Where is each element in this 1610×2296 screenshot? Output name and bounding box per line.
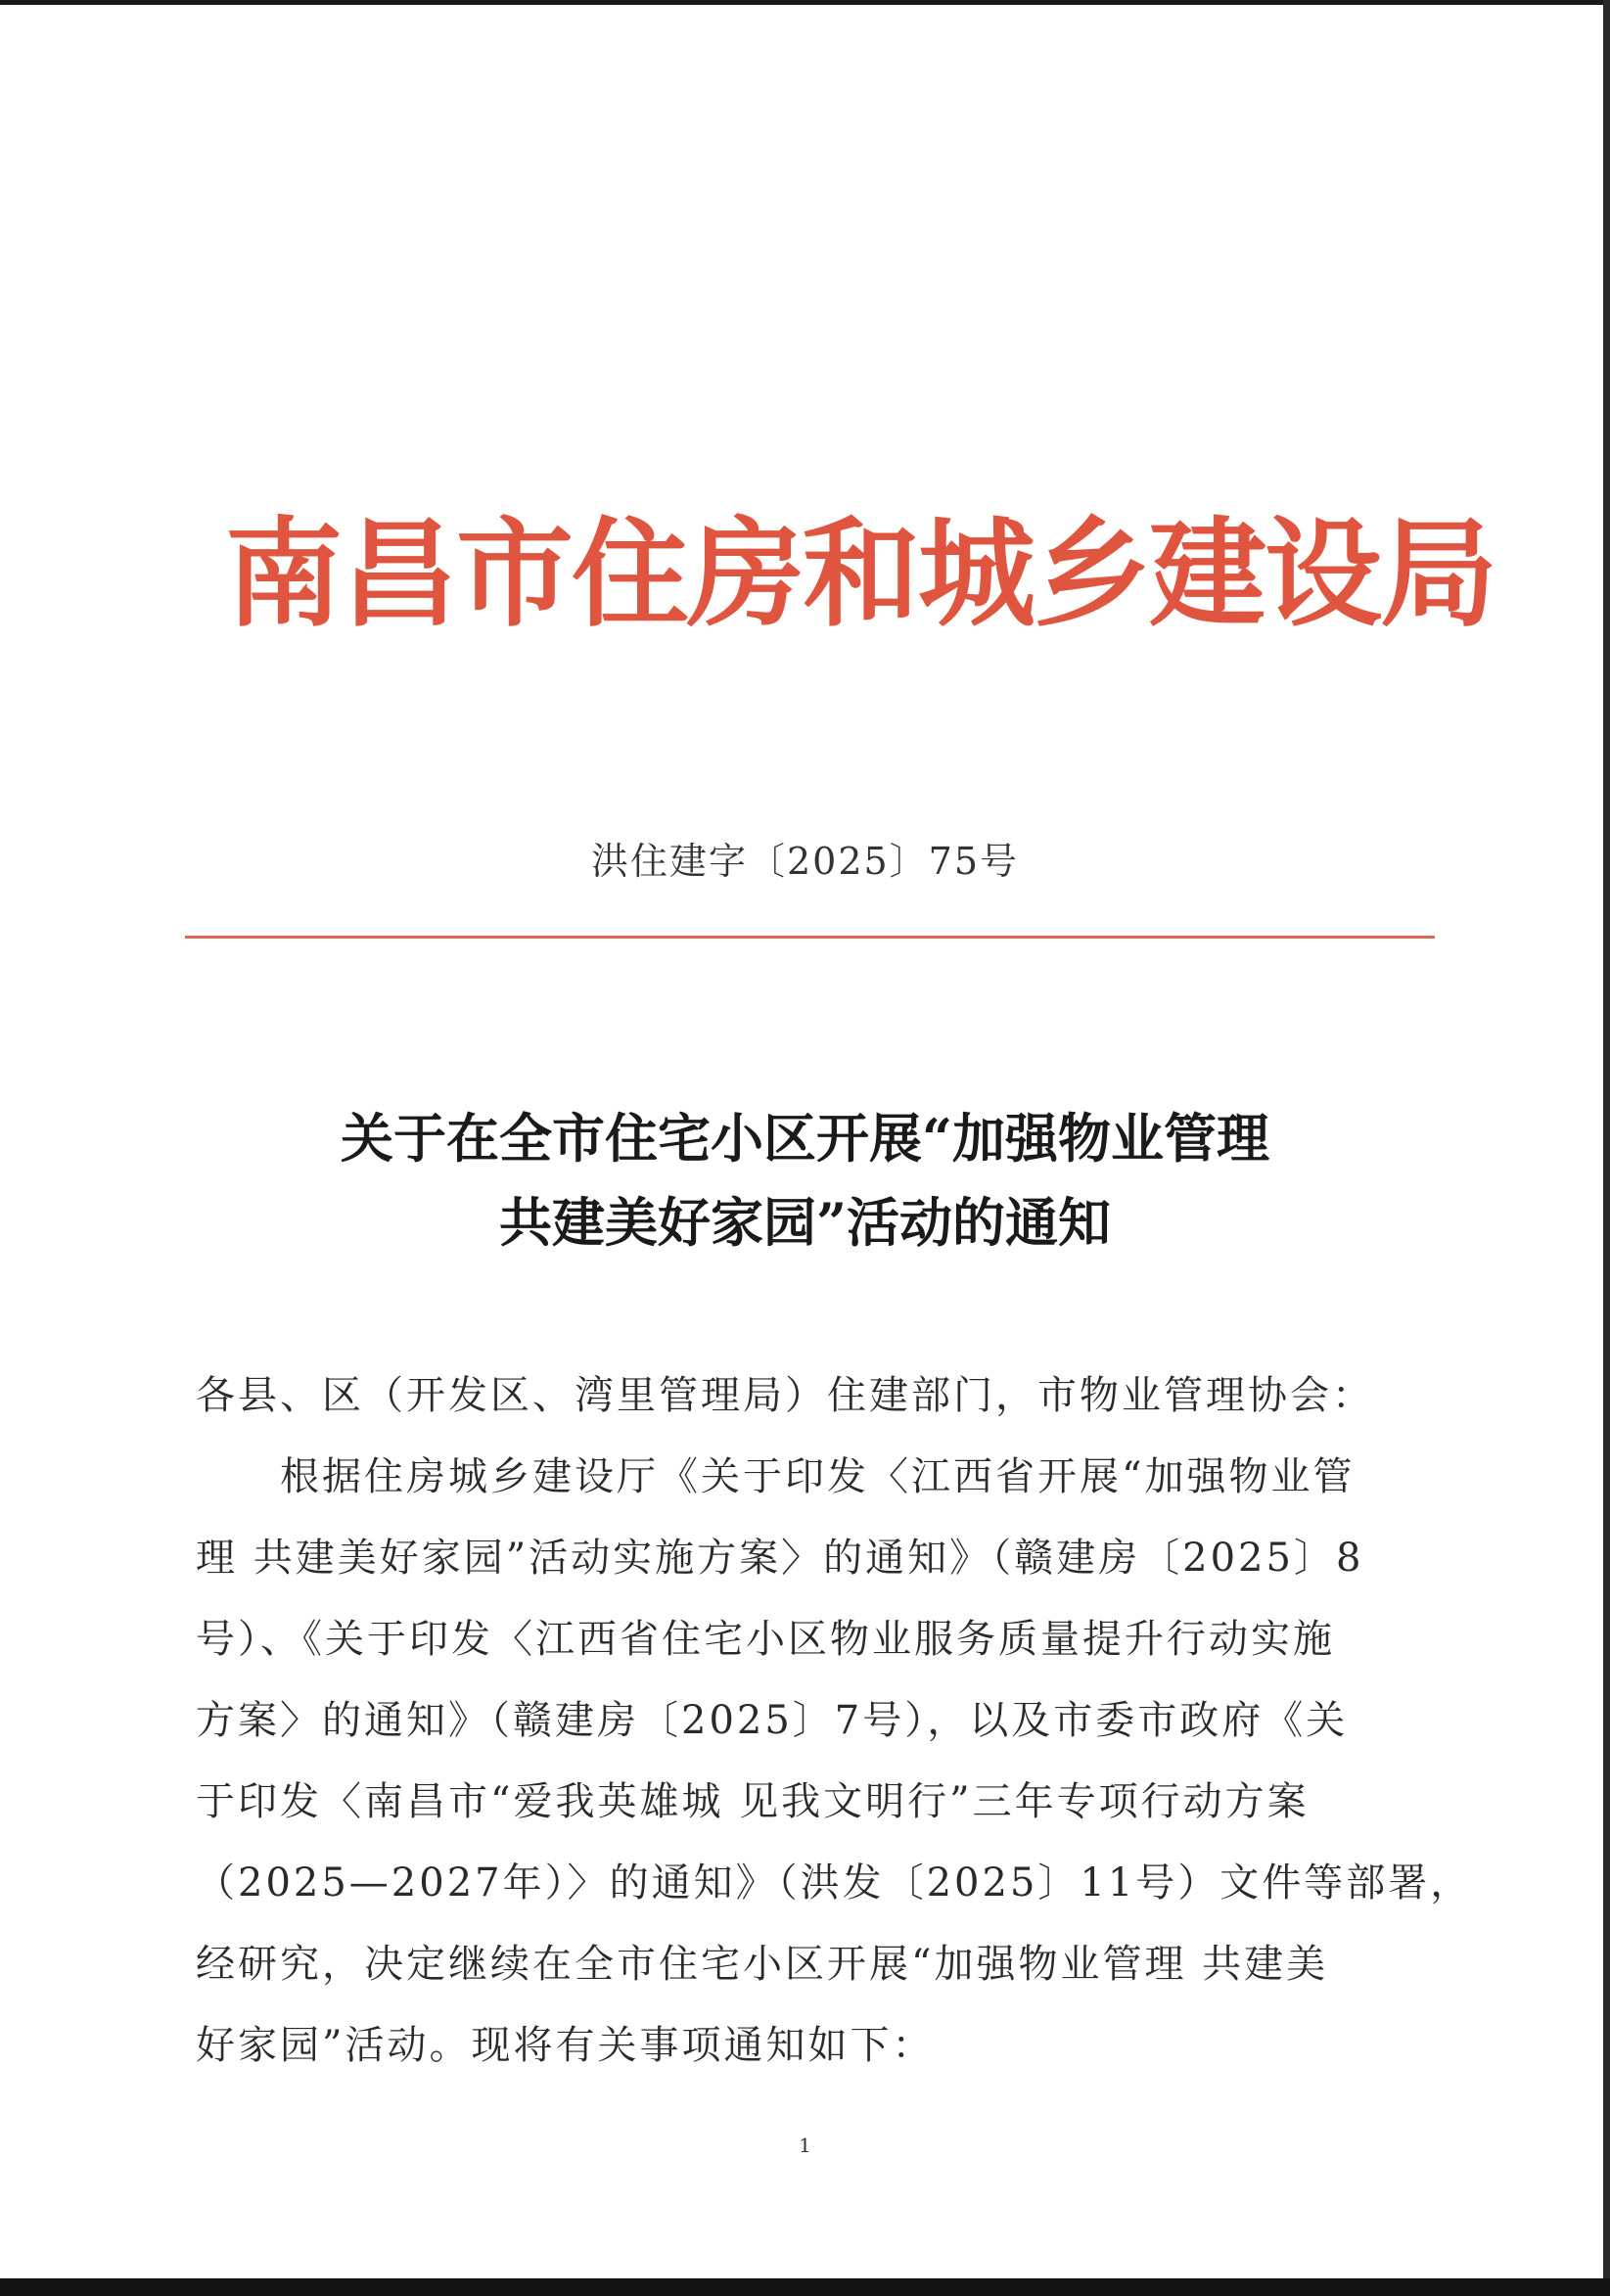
page-number: 1 [799,2134,811,2157]
body-line: 理 共建美好家园”活动实施方案〉的通知》（赣建房〔2025〕8 [196,1536,1364,1581]
body-line: 好家园”活动。现将有关事项通知如下： [196,2023,935,2068]
recipients-line: 各县、区（开发区、湾里管理局）住建部门，市物业管理协会： [196,1373,1374,1418]
body-line: 于印发〈南昌市“爱我英雄城 见我文明行”三年专项行动方案 [196,1779,1310,1824]
red-divider-rule [185,936,1435,939]
body-line: 根据住房城乡建设厅《关于印发〈江西省开展“加强物业管 [196,1454,1356,1499]
title-line-2: 共建美好家园”活动的通知 [498,1191,1112,1254]
scan-edge-bottom [0,2278,1610,2296]
title-line-1: 关于在全市住宅小区开展“加强物业管理 [340,1107,1270,1170]
body-line: 方案〉的通知》（赣建房〔2025〕7号），以及市委市政府《关 [196,1698,1349,1743]
body-line: （2025—2027年）〉的通知》（洪发〔2025〕11号）文件等部署， [196,1860,1473,1906]
document-body [196,1355,1473,2087]
document-title [157,1096,1453,1264]
body-line: 号）、《关于印发〈江西省住宅小区物业服务质量提升行动实施 [196,1617,1335,1662]
body-line: 经研究，决定继续在全市住宅小区开展“加强物业管理 共建美 [196,1942,1329,1987]
issuer-masthead: 南昌市住房和城乡建设局 [225,505,1495,643]
scan-edge-right [1603,0,1610,2296]
document-number: 洪住建字〔2025〕75号 [590,840,1020,883]
scan-edge-top [0,0,1610,5]
